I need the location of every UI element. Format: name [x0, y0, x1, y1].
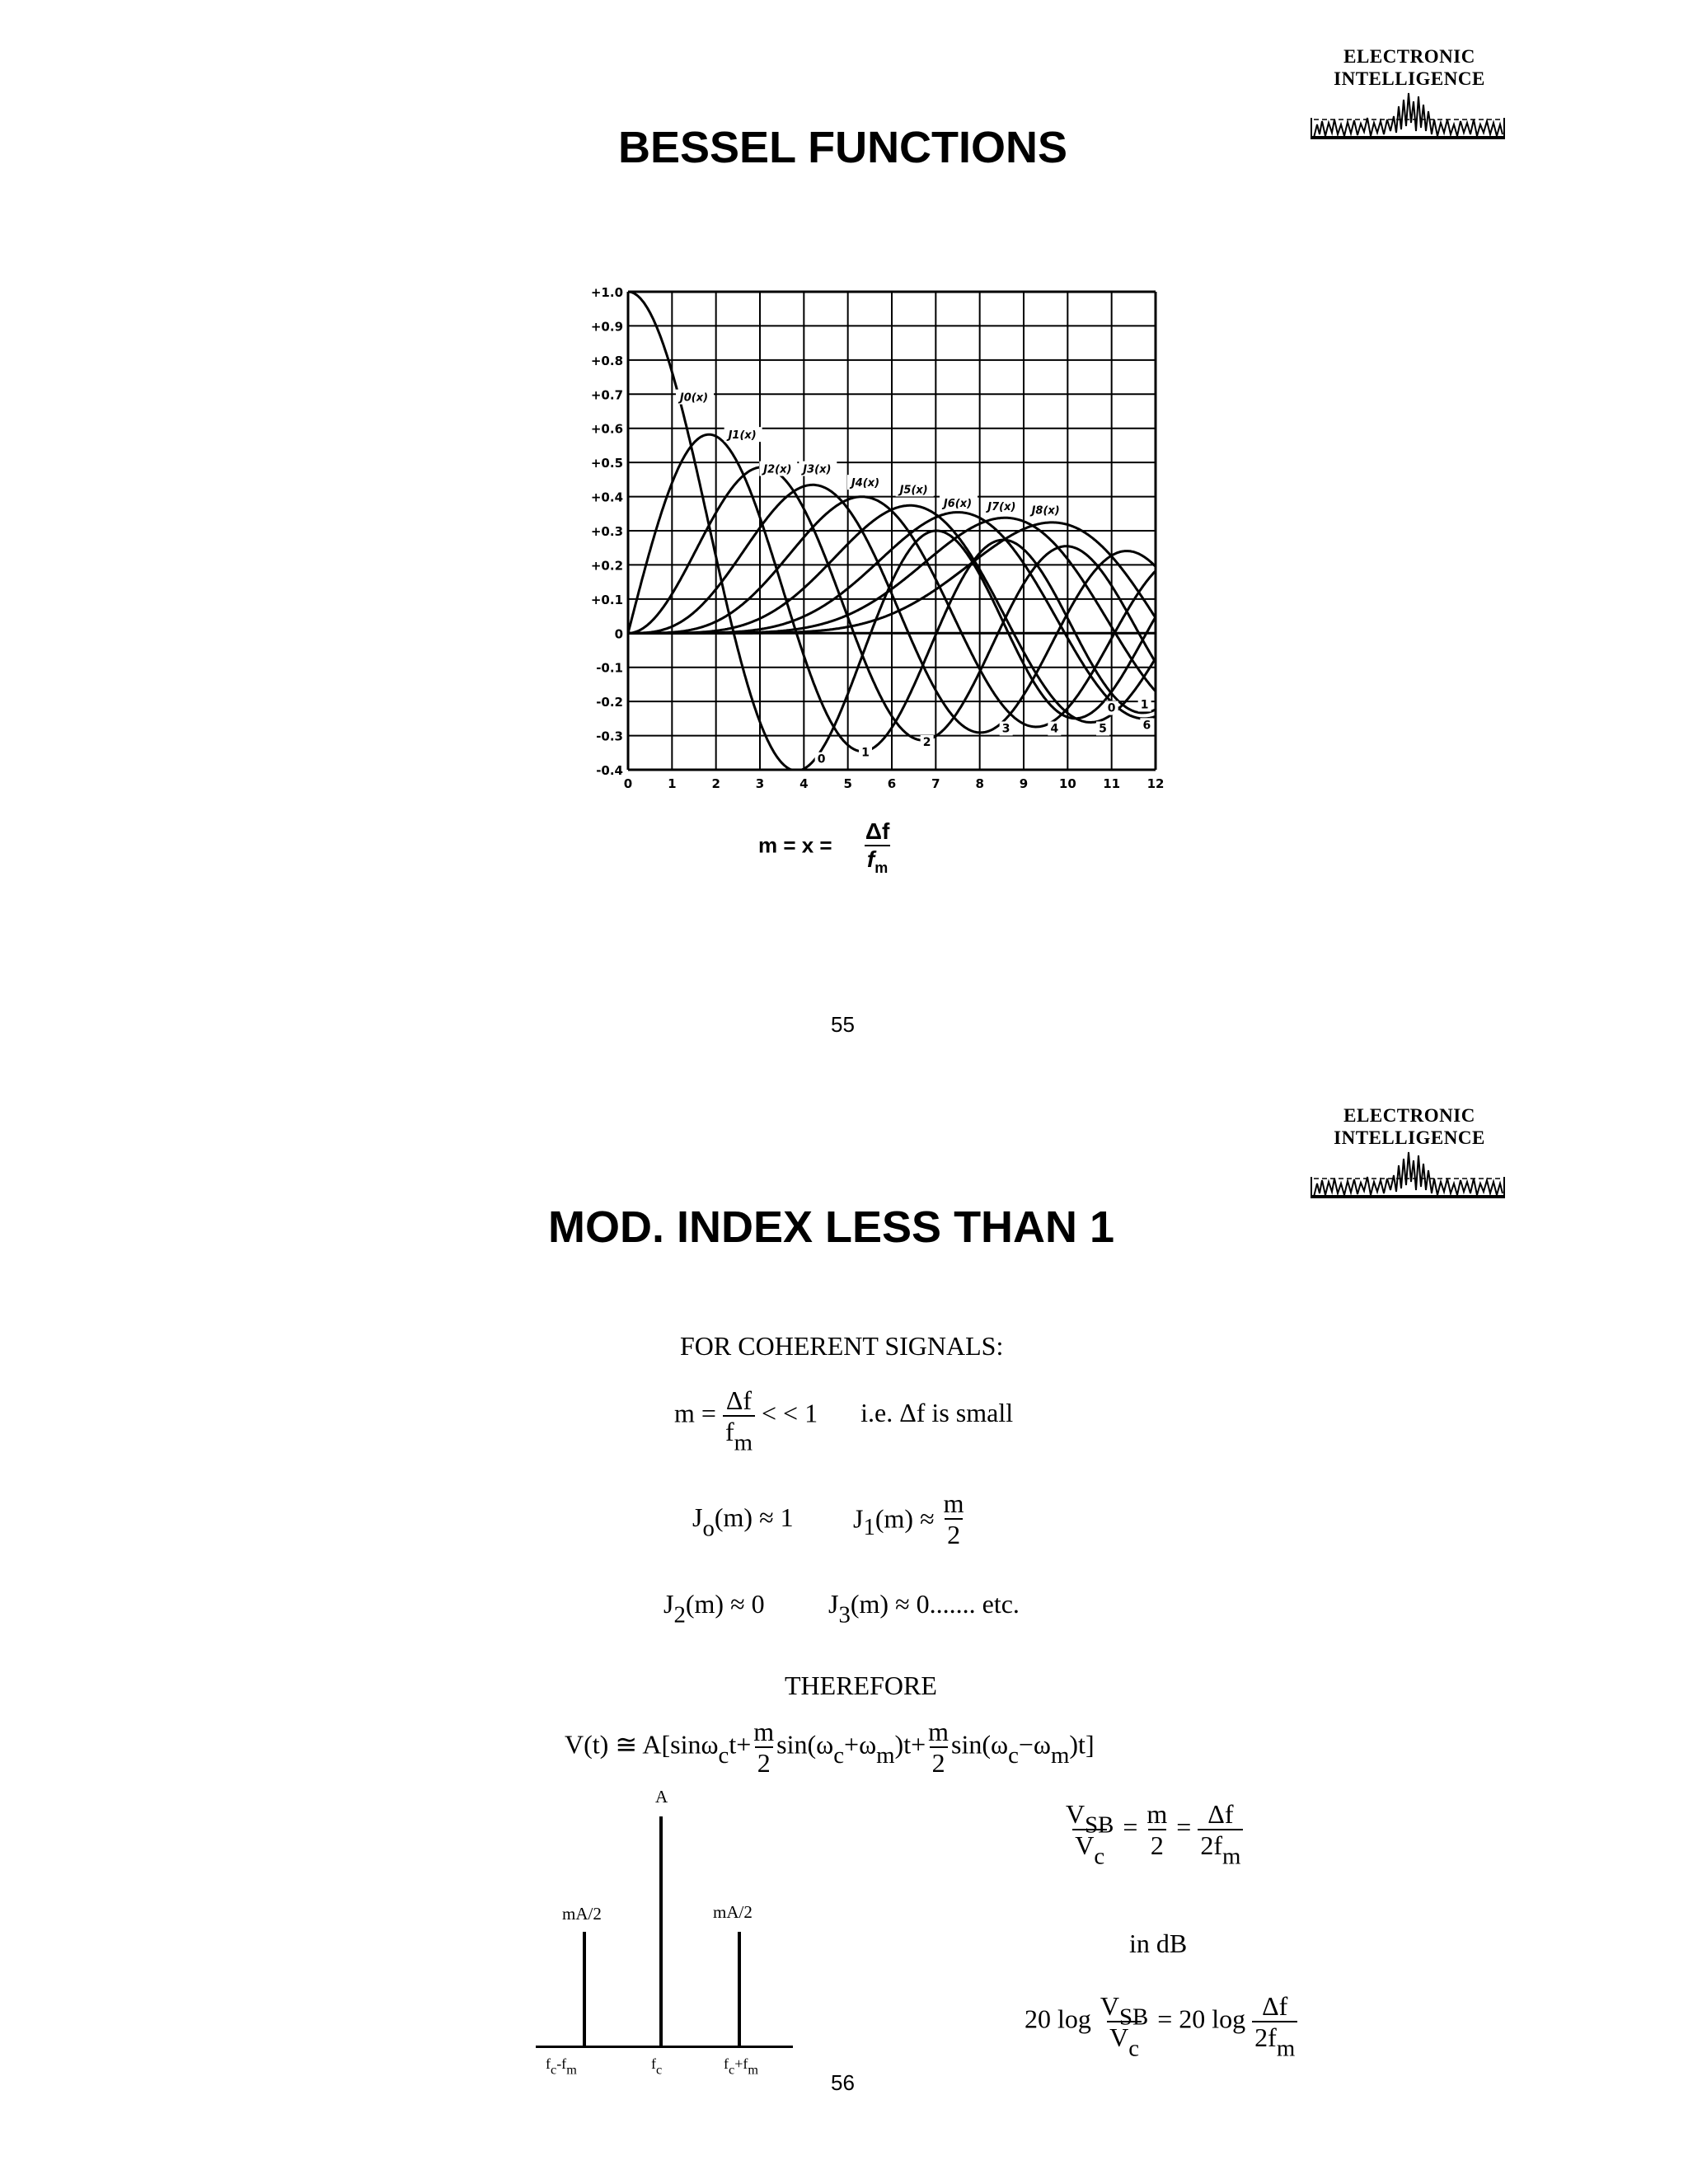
j0-sub: o: [702, 1515, 715, 1542]
bessel-chart: [569, 280, 1170, 799]
ratio-n1-sub: SB: [1085, 1811, 1114, 1839]
x-tick-label: 11: [1103, 776, 1121, 791]
signal-waveform-icon: [1311, 87, 1508, 169]
vt-part7: −ω: [1018, 1729, 1051, 1760]
formula-numerator: Δf: [865, 818, 890, 844]
y-tick-label: +0.7: [590, 387, 623, 403]
j3-prefix: J: [828, 1589, 839, 1619]
order-marker: 1: [1140, 698, 1149, 712]
y-tick-label: +0.8: [590, 353, 623, 368]
order-marker: 3: [1001, 722, 1010, 736]
ratio-d3-sub: m: [1221, 1843, 1241, 1870]
y-tick-label: +0.6: [590, 421, 623, 437]
order-marker: 1: [861, 746, 870, 760]
y-tick-label: -0.1: [596, 660, 623, 676]
ratio-n3: Δf: [1207, 1799, 1234, 1829]
j1-prefix: J: [853, 1503, 864, 1534]
page-title-55: BESSEL FUNCTIONS: [618, 123, 1068, 172]
formula-denominator-sub: m: [874, 860, 889, 877]
vt-sub1: c: [718, 1741, 729, 1769]
m-definition: [674, 1385, 1014, 1456]
order-marker: 6: [1142, 719, 1151, 733]
vt-part6: sin(ω: [951, 1729, 1009, 1760]
x-tick-label: 10: [1058, 776, 1076, 791]
vt-part5: )t+: [894, 1729, 926, 1760]
logo-text-line1: ELECTRONIC: [1343, 1105, 1475, 1126]
spectrum-diagram: [528, 1780, 808, 2077]
order-marker: 0: [1107, 701, 1116, 715]
curve-label: J4(x): [851, 477, 880, 490]
x-tick-label: 8: [975, 776, 984, 791]
curve-label: J7(x): [987, 501, 1016, 514]
x-tick-label: 9: [1019, 776, 1029, 791]
vt-part2: t+: [729, 1729, 752, 1760]
vt-part3: sin(ω: [776, 1729, 834, 1760]
x-tick-label: 5: [843, 776, 852, 791]
x-center-sub: c: [656, 2062, 663, 2078]
logo-top: [1311, 45, 1508, 169]
ratio-eq1: =: [1123, 1811, 1138, 1842]
page-56: [0, 1071, 1688, 2184]
m-def-num: Δf: [725, 1385, 753, 1415]
spectrum-lower-sideband-line: [583, 1932, 586, 2047]
y-tick-label: +0.9: [590, 319, 623, 335]
ratio-d1-sub: c: [1094, 1843, 1105, 1870]
y-tick-label: +0.4: [590, 490, 623, 505]
vt-sub4: m: [876, 1741, 895, 1769]
m-def-rhs: < < 1: [762, 1398, 818, 1428]
curve-label: J3(x): [803, 463, 832, 476]
spectrum-x-right: [724, 2055, 758, 2078]
x-right-f: f: [724, 2055, 729, 2072]
db-n1-sub: SB: [1119, 2004, 1149, 2031]
j1-den: 2: [945, 1518, 963, 1548]
ratio-n1: V: [1066, 1799, 1085, 1829]
db-n2: Δf: [1262, 1991, 1288, 2021]
coherent-heading: FOR COHERENT SIGNALS:: [680, 1331, 1004, 1361]
spectrum-baseline: [536, 2046, 793, 2048]
db-d1: V: [1109, 2022, 1129, 2052]
vt-sub3: c: [833, 1741, 845, 1769]
j2-approx: [663, 1589, 765, 1629]
x-tick-label: 0: [623, 776, 633, 791]
x-right-sub1: c: [729, 2062, 735, 2078]
spectrum-right-label: mA/2: [713, 1902, 753, 1922]
curve-label: J5(x): [899, 484, 928, 497]
y-tick-label: +0.3: [590, 524, 623, 539]
formula-denominator: f: [866, 846, 875, 872]
curve-label: J8(x): [1031, 504, 1060, 518]
y-tick-label: -0.2: [596, 695, 623, 710]
therefore-heading: THEREFORE: [785, 1671, 937, 1700]
db-d1-sub: c: [1128, 2035, 1140, 2062]
m-def-note: i.e. Δf is small: [860, 1398, 1014, 1428]
j0-expr: (m) ≈ 1: [714, 1502, 794, 1532]
y-tick-label: +0.1: [590, 592, 623, 607]
formula-lhs: m = x =: [758, 832, 832, 858]
vt-equation: [565, 1718, 1095, 1776]
j2-expr: (m) ≈ 0: [685, 1589, 765, 1619]
vt-sub7: m: [1050, 1741, 1070, 1769]
y-tick-label: -0.4: [596, 763, 623, 778]
x-tick-label: 12: [1146, 776, 1165, 791]
x-tick-label: 1: [668, 776, 677, 791]
db-d2-sub: m: [1276, 2035, 1296, 2062]
j3-sub: 3: [838, 1601, 851, 1629]
j3-approx: [828, 1589, 1020, 1629]
ratio-d2: 2: [1148, 1829, 1166, 1858]
j0-prefix: J: [692, 1502, 703, 1532]
spectrum-x-center: [651, 2055, 663, 2078]
y-tick-label: 0: [614, 626, 623, 642]
x-right-mid: +f: [734, 2055, 748, 2072]
signal-waveform-icon: [1311, 1146, 1508, 1228]
j1-expr: (m) ≈: [874, 1503, 935, 1534]
m-def-fraction: [723, 1385, 755, 1456]
m-def-den-sub: m: [734, 1429, 753, 1456]
sideband-ratio: [1063, 1799, 1243, 1870]
j3-expr: (m) ≈ 0....... etc.: [850, 1589, 1020, 1619]
j0-approx: [692, 1502, 794, 1542]
spectrum-upper-sideband-line: [738, 1932, 741, 2047]
spectrum-center-label: A: [655, 1787, 668, 1807]
j2-prefix: J: [663, 1589, 674, 1619]
vt-frac2-num: m: [928, 1717, 950, 1746]
ratio-n2: m: [1146, 1799, 1168, 1829]
vt-frac2-den: 2: [930, 1746, 948, 1776]
vt-sub6: c: [1008, 1741, 1019, 1769]
ratio-eq2: =: [1176, 1811, 1192, 1842]
j1-approx: [853, 1490, 967, 1548]
ratio-d1: V: [1075, 1830, 1095, 1860]
order-marker: 2: [922, 736, 931, 749]
j2-sub: 2: [673, 1601, 686, 1629]
page-55: [0, 0, 1688, 1071]
logo-text-line2: INTELLIGENCE: [1334, 68, 1485, 89]
y-tick-label: +1.0: [590, 285, 623, 300]
logo-text-line2: INTELLIGENCE: [1334, 1127, 1485, 1148]
db-lhs: 20 log: [1025, 2004, 1091, 2034]
m-def-lhs: m =: [674, 1398, 716, 1428]
y-tick-label: +0.2: [590, 558, 623, 574]
x-tick-label: 3: [755, 776, 765, 791]
bessel-axis-formula: [758, 818, 892, 877]
spectrum-x-left: [546, 2055, 577, 2078]
db-formula: [1025, 1991, 1297, 2062]
page-title-56: MOD. INDEX LESS THAN 1: [548, 1202, 1115, 1252]
in-db-label: in dB: [1129, 1929, 1188, 1958]
x-left-sub1: c: [551, 2062, 557, 2078]
x-right-sub2: m: [748, 2062, 758, 2078]
y-tick-label: +0.5: [590, 456, 623, 471]
db-mid: = 20 log: [1157, 2004, 1246, 2034]
order-marker: 0: [817, 752, 826, 766]
db-n1: V: [1100, 1991, 1119, 2021]
vt-part1: V(t) ≅ A[sinω: [565, 1729, 719, 1760]
formula-fraction: [863, 818, 892, 877]
vt-part8: )t]: [1069, 1729, 1095, 1760]
j1-num: m: [943, 1488, 964, 1518]
vt-frac1-den: 2: [755, 1746, 773, 1776]
db-d2: 2f: [1254, 2022, 1277, 2052]
spectrum-left-label: mA/2: [562, 1904, 602, 1924]
page-number-56: 56: [831, 2070, 855, 2095]
x-tick-label: 7: [931, 776, 940, 791]
x-tick-label: 6: [887, 776, 897, 791]
page-number-55: 55: [831, 1012, 855, 1037]
curve-label: J1(x): [728, 429, 757, 443]
j1-sub: 1: [863, 1513, 875, 1540]
curve-label: J0(x): [679, 391, 709, 405]
curve-label: J6(x): [943, 498, 973, 510]
x-left-sub2: m: [566, 2062, 577, 2078]
order-marker: 5: [1099, 722, 1107, 736]
m-def-den: f: [724, 1417, 734, 1446]
order-marker: 4: [1050, 722, 1059, 736]
x-tick-label: 2: [711, 776, 720, 791]
x-left-mid: -f: [556, 2055, 567, 2072]
spectrum-carrier-line: [659, 1816, 663, 2047]
x-left-f: f: [546, 2055, 551, 2072]
logo-text-line1: ELECTRONIC: [1343, 46, 1475, 67]
vt-part4: +ω: [844, 1729, 877, 1760]
ratio-d3: 2f: [1200, 1830, 1222, 1860]
vt-frac1-num: m: [753, 1717, 775, 1746]
y-tick-label: -0.3: [596, 729, 623, 744]
logo-bottom: [1311, 1104, 1508, 1228]
x-center-f: f: [651, 2055, 656, 2072]
x-tick-label: 4: [799, 776, 809, 791]
curve-label: J2(x): [763, 463, 792, 476]
